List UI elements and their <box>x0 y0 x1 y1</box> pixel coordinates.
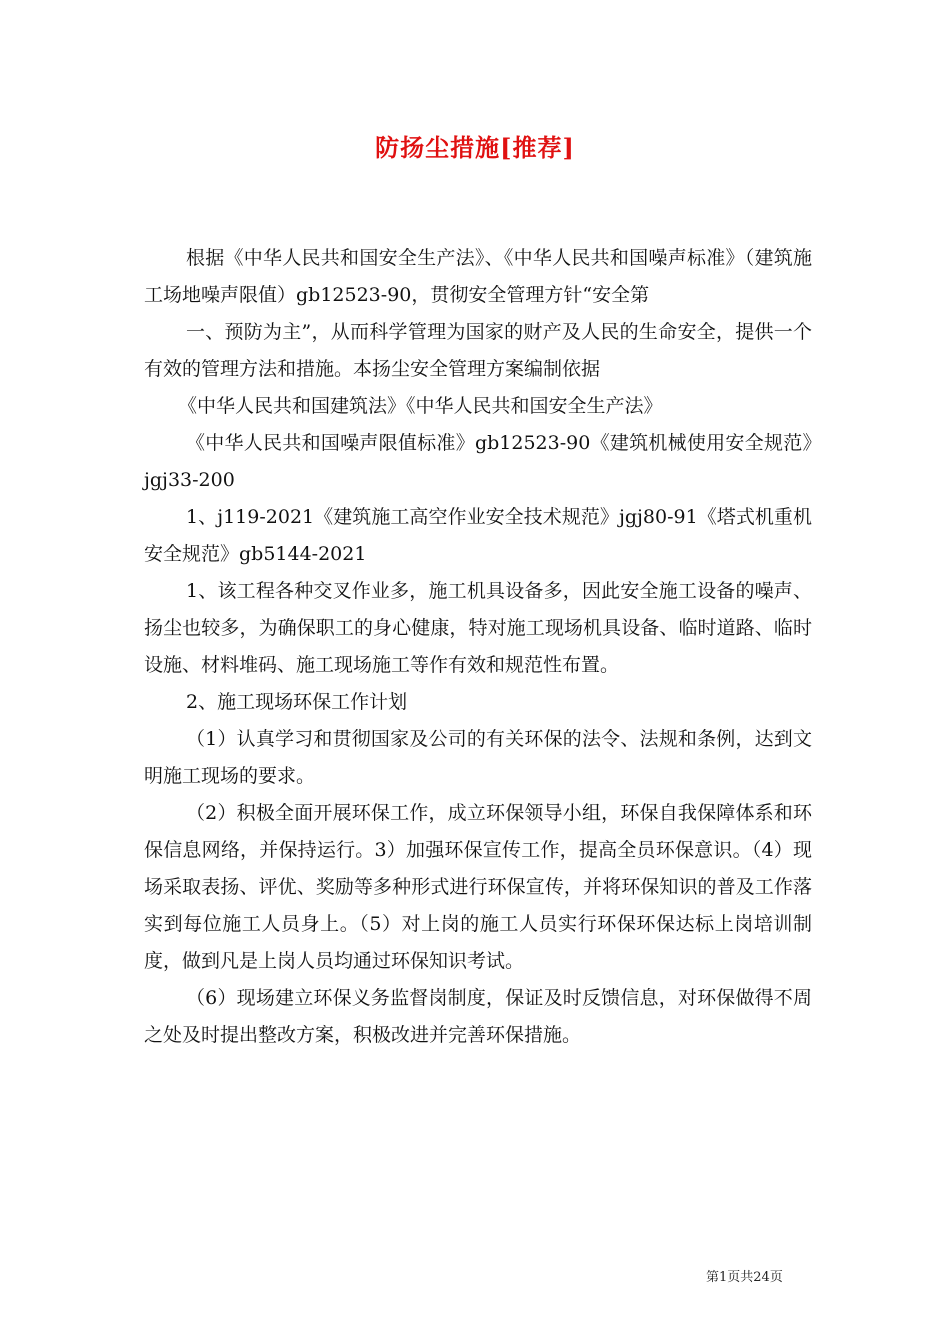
page-number: 第1页共24页 <box>706 1270 783 1285</box>
document-title: 防扬尘措施[推荐] <box>375 133 575 162</box>
document-body <box>144 240 812 1054</box>
paragraph-site-overview: 1、该工程各种交叉作业多，施工机具设备多，因此安全施工设备的噪声、扬尘也较多，为确保职工的身心健康，特对施工现场机具设备、临时道路、临时设施、材料堆码、施工现场施工等作有效和规范性布置。 <box>144 580 812 676</box>
paragraph-plan-item-6: （6）现场建立环保义务监督岗制度，保证及时反馈信息，对环保做得不周之处及时提出整改方案，积极改进并完善环保措施。 <box>144 987 812 1046</box>
paragraph-environmental-plan-heading: 2、施工现场环保工作计划 <box>186 691 408 713</box>
paragraph-legal-basis: 根据《中华人民共和国安全生产法》、《中华人民共和国噪声标准》（建筑施工场地噪声限值）gb12523-90，贯彻安全管理方针“安全第 <box>144 247 812 306</box>
paragraph-prevention-principle: 一、预防为主”，从而科学管理为国家的财产及人民的生命安全，提供一个有效的管理方法和措施。本扬尘安全管理方案编制依据 <box>144 321 812 380</box>
paragraph-reference-noise-standard: 《中华人民共和国噪声限值标准》gb12523-90《建筑机械使用安全规范》jgj33-200 <box>144 432 812 491</box>
paragraph-reference-laws: 《中华人民共和国建筑法》《中华人民共和国安全生产法》 <box>178 395 663 417</box>
paragraph-reference-height-work: 1、j119-2021《建筑施工高空作业安全技术规范》jgj80-91《塔式机重机安全规范》gb5144-2021 <box>144 506 812 565</box>
paragraph-plan-items-2-5: （2）积极全面开展环保工作，成立环保领导小组，环保自我保障体系和环保信息网络，并保持运行。3）加强环保宣传工作，提高全员环保意识。（4）现场采取表扬、评优、奖励等多种形式进行环保宣传，并将环保知识的普及工作落实到每位施工人员身上。（5）对上岗的施工人员实行环保环保达标上岗培训制度，做到凡是上岗人员均通过环保知识考试。 <box>144 802 812 972</box>
paragraph-plan-item-1: （1）认真学习和贯彻国家及公司的有关环保的法令、法规和条例，达到文明施工现场的要求。 <box>144 728 812 787</box>
